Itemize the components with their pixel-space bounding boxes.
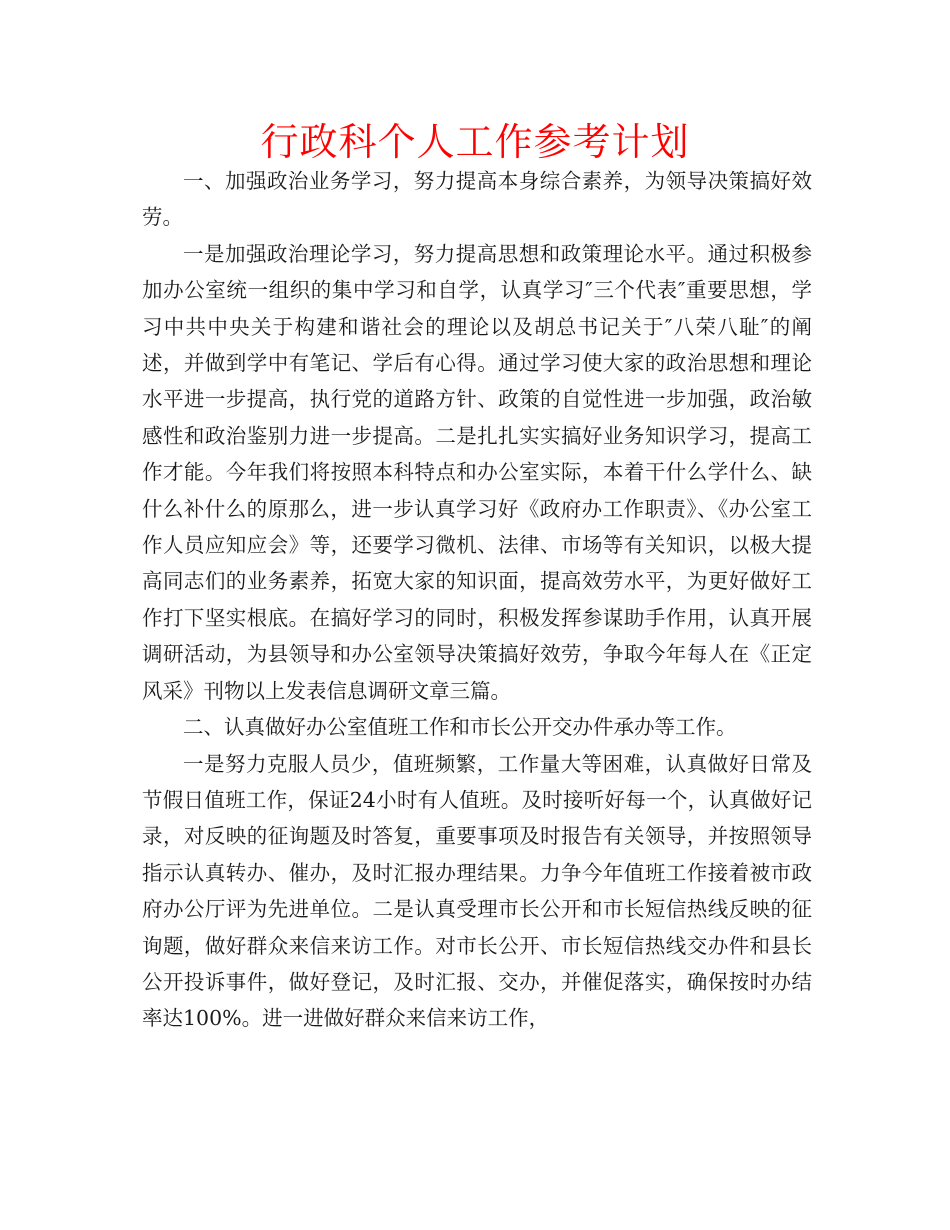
document-body [142,163,812,1037]
paragraph: 一、加强政治业务学习，努力提高本身综合素养，为领导决策搞好效劳。 [142,169,812,230]
paragraph: 二、认真做好办公室值班工作和市长公开交办件承办等工作。 [183,715,737,740]
paragraph: 一是努力克服人员少，值班频繁，工作量大等困难，认真做好日常及节假日值班工作，保证24小时有人值班。及时接听好每一个，认真做好记录，对反映的征询题及时答复，重要事项及时报告有关领导，并按照领导指示认真转办、催办，及时汇报办理结果。力争今年值班工作接着被市政府办公厅评为先进单位。二是认真受理市长公开和市长短信热线反映的征询题，做好群众来信来访工作。对市长公开、市长短信热线交办件和县长公开投诉事件，做好登记，及时汇报、交办，并催促落实，确保按时办结率达100%。进一进做好群众来信来访工作， [142,751,812,1031]
document-title: 行政科个人工作参考计划 [260,120,690,164]
paragraph: 一是加强政治理论学习，努力提高思想和政策理论水平。通过积极参加办公室统一组织的集中学习和自学，认真学习″三个代表″重要思想，学习中共中央关于构建和谐社会的理论以及胡总书记关于″八荣八耻″的阐述，并做到学中有笔记、学后有心得。通过学习使大家的政治思想和理论水平进一步提高，执行党的道路方针、政策的自觉性进一步加强，政治敏感性和政治鉴别力进一步提高。二是扎扎实实搞好业务知识学习，提高工作才能。今年我们将按照本科特点和办公室实际，本着干什么学什么、缺什么补什么的原那么，进一步认真学习好《政府办工作职责》、《办公室工作人员应知应会》等，还要学习微机、法律、市场等有关知识，以极大提高同志们的业务素养，拓宽大家的知识面，提高效劳水平，为更好做好工作打下坚实根底。在搞好学习的同时，积极发挥参谋助手作用，认真开展调研活动，为县领导和办公室领导决策搞好效劳，争取今年每人在《正定风采》刊物以上发表信息调研文章三篇。 [142,241,812,703]
